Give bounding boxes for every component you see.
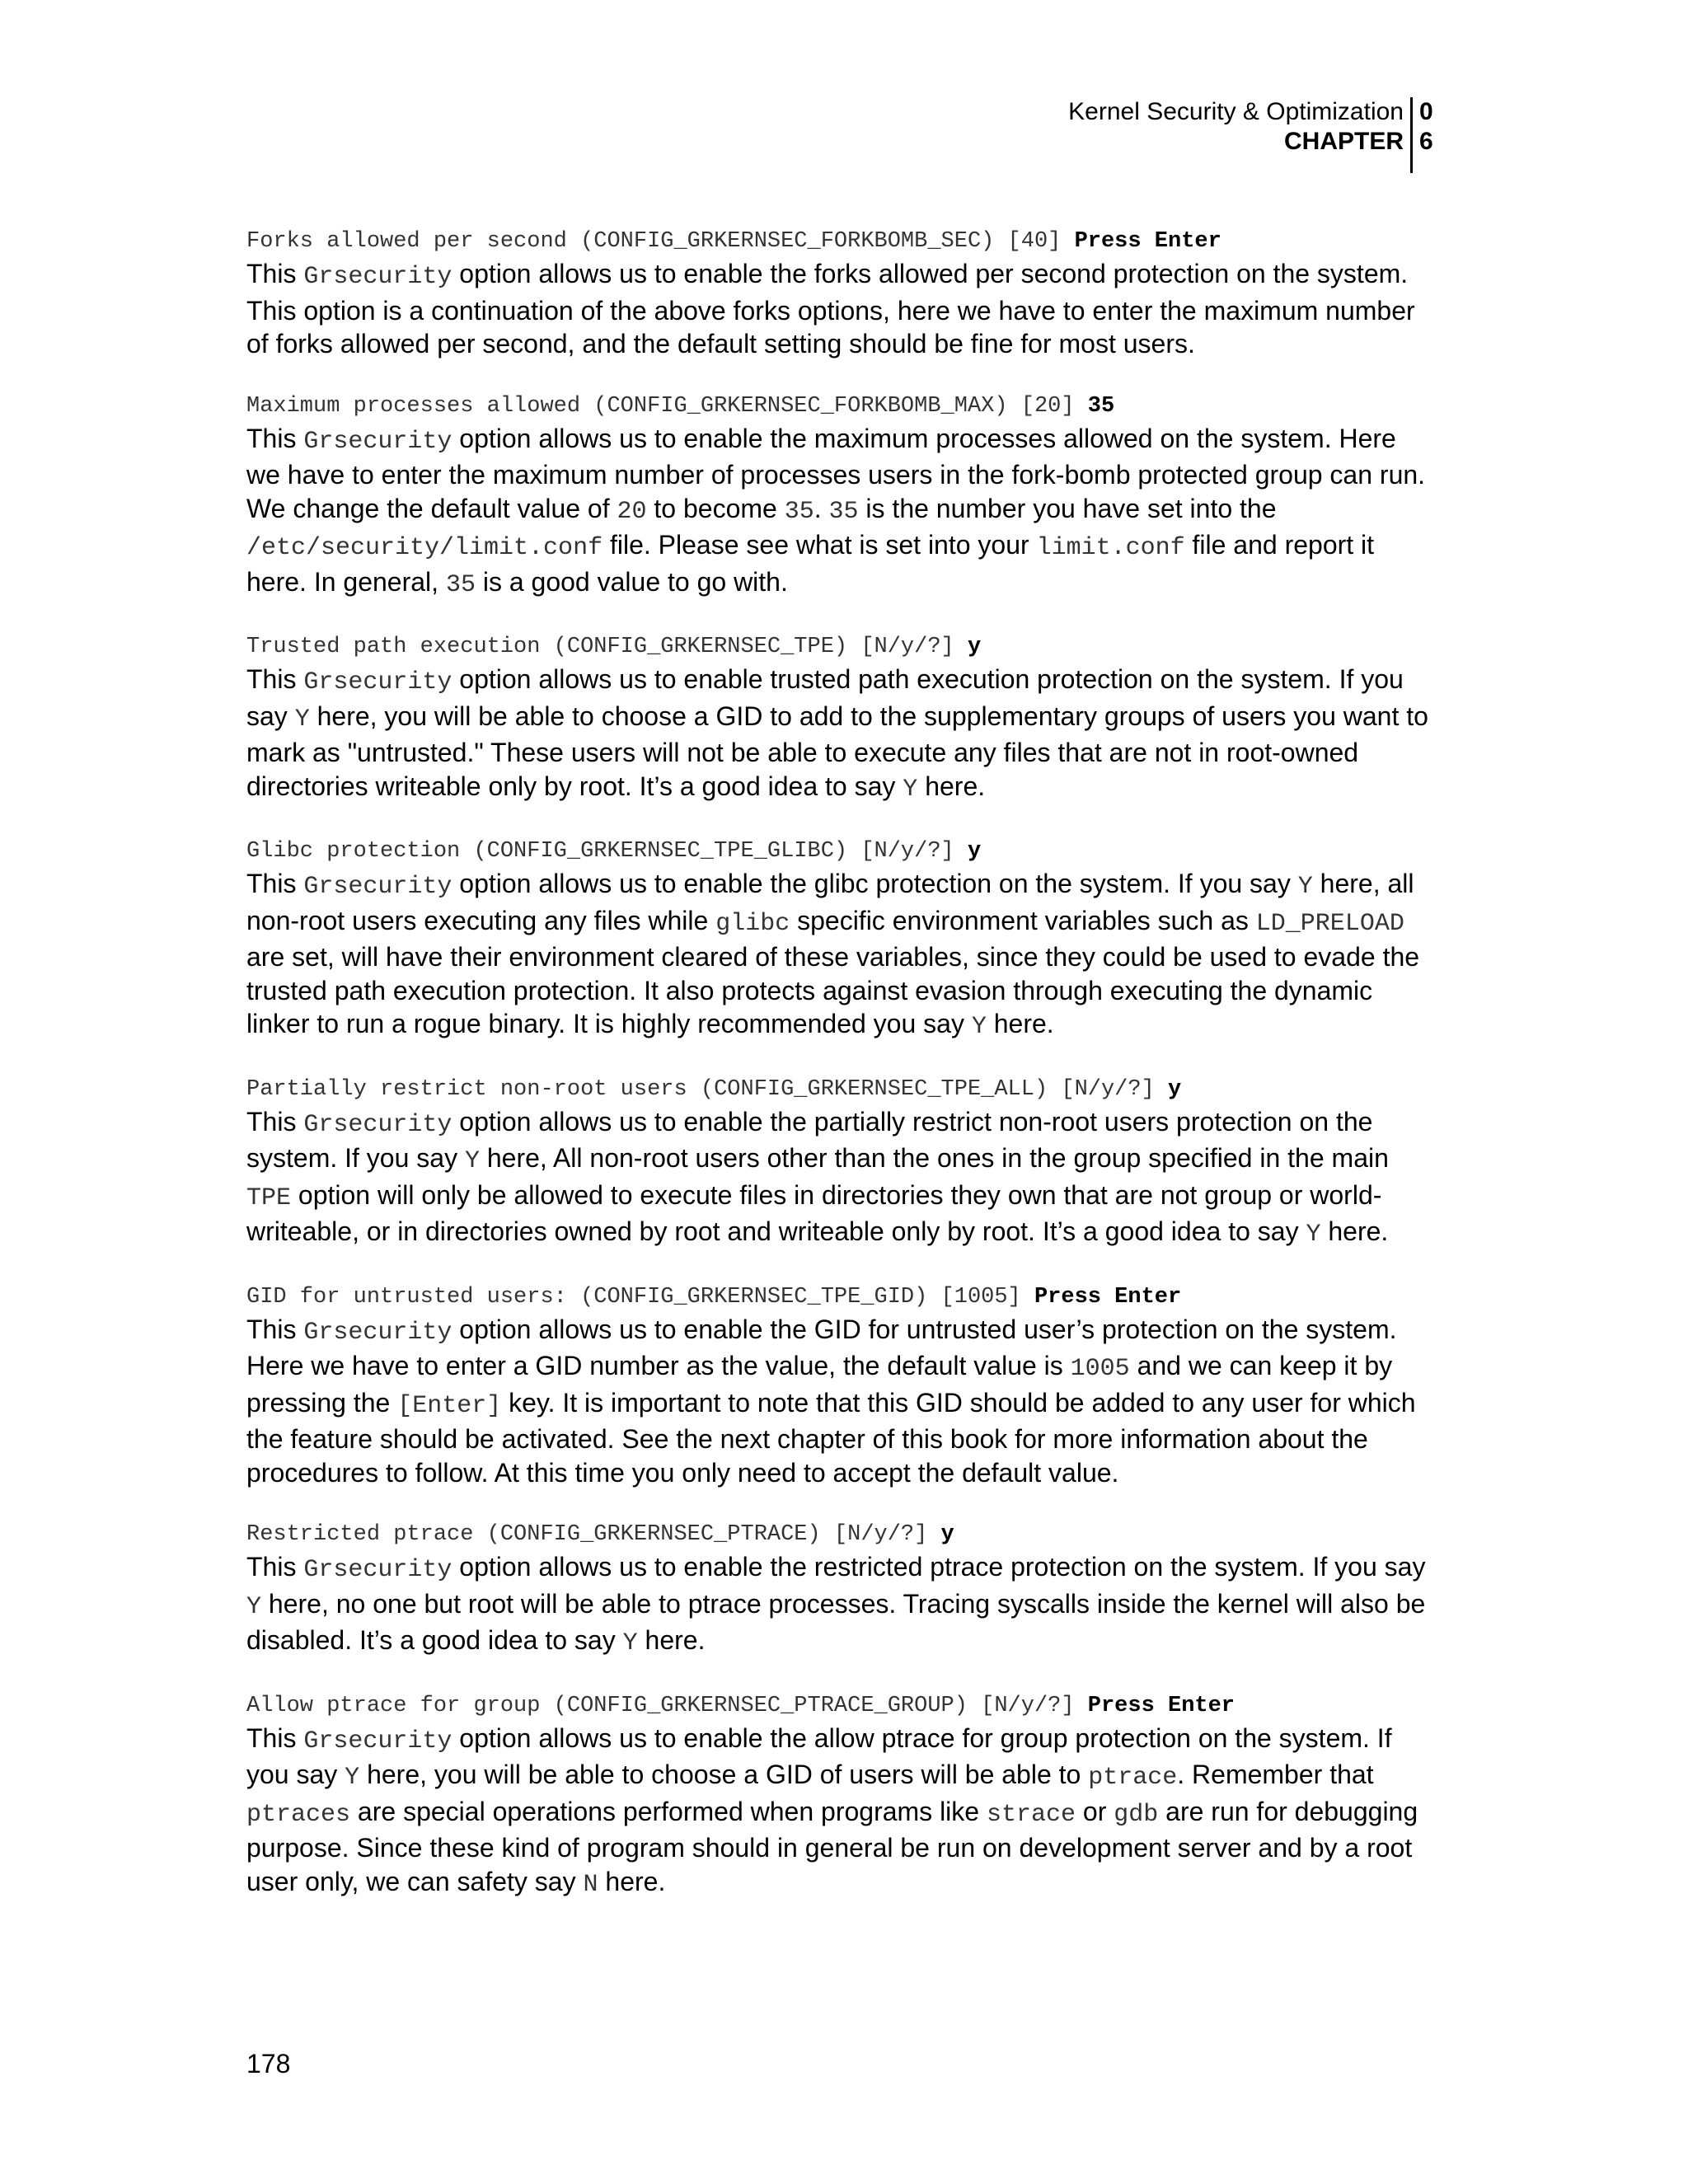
description-text: This — [246, 664, 304, 694]
description-text: here, you will be able to choose a GID of users will be able to — [359, 1760, 1089, 1789]
inline-code: Y — [622, 1629, 638, 1657]
inline-code: 35 — [784, 497, 814, 526]
inline-code: Y — [1306, 1221, 1321, 1249]
description-text: here. — [986, 1009, 1054, 1038]
description-text: . Remember that — [1177, 1760, 1374, 1789]
config-description — [246, 1550, 1433, 1661]
config-entry — [246, 1282, 1433, 1490]
inline-code: LD_PRELOAD — [1255, 909, 1404, 938]
description-text: file. Please see what is set into your — [603, 530, 1037, 560]
running-header — [827, 97, 1404, 157]
config-prompt — [246, 1519, 1433, 1550]
inline-code: Y — [971, 1013, 987, 1041]
chapter-number — [1419, 97, 1452, 157]
inline-code: strace — [986, 1800, 1076, 1829]
inline-code: Grsecurity — [303, 1727, 452, 1755]
chapter-digit-2: 6 — [1419, 128, 1433, 155]
config-answer: Press Enter — [1074, 229, 1221, 254]
description-text: is the number you have set into the — [858, 493, 1277, 523]
inline-code: 35 — [828, 497, 859, 526]
config-prompt — [246, 391, 1433, 422]
config-description — [246, 1722, 1433, 1902]
description-text: option will only be allowed to execute files in directories they own that are not group or world-writeable, or in directories owned by root and writeable only by root. It’s a good idea to say — [246, 1179, 1382, 1246]
config-description — [246, 1313, 1433, 1490]
description-text: key. It is important to note that this GID should be added to any user for which the feature should be activated. See the next chapter of this book for more information about the procedures to follow. At this time you only need to accept the default value. — [246, 1387, 1416, 1488]
config-entry — [246, 1074, 1433, 1252]
description-text: option allows us to enable the maximum processes allowed on the system. Here we have to enter the maximum number of processes users in the fork-bomb protected group can run. We change the default value of — [246, 423, 1426, 523]
inline-code: Grsecurity — [303, 427, 452, 456]
inline-code: 1005 — [1070, 1355, 1130, 1383]
config-entry — [246, 631, 1433, 806]
description-text: option allows us to enable the GID for untrusted user’s protection on the system. Here we have to enter a GID number as the value, the default value is — [246, 1314, 1397, 1380]
inline-code: Y — [1297, 873, 1313, 901]
config-description — [246, 422, 1433, 602]
config-entry — [246, 1519, 1433, 1661]
config-answer: y — [967, 839, 982, 864]
header-title: Kernel Security & Optimization — [1068, 98, 1404, 125]
description-text: option allows us to enable the glibc protection on the system. If you say — [452, 869, 1298, 898]
description-text: This — [246, 1106, 304, 1137]
config-prompt — [246, 631, 1433, 663]
config-prompt-text: Glibc protection (CONFIG_GRKERNSEC_TPE_GLIBC) [N/y/?] — [246, 839, 968, 864]
description-text: to become — [646, 493, 785, 523]
config-entry — [246, 1690, 1433, 1902]
inline-code: Grsecurity — [303, 1556, 452, 1584]
inline-code: Y — [294, 705, 310, 733]
config-answer: y — [967, 635, 982, 659]
inline-code: [Enter] — [397, 1391, 502, 1420]
inline-code: Y — [345, 1764, 360, 1792]
description-text: here. — [917, 771, 986, 801]
config-prompt-text: Forks allowed per second (CONFIG_GRKERNSEC_FORKBOMB_SEC) [40] — [246, 229, 1075, 254]
inline-code: Y — [464, 1147, 480, 1175]
header-chapter-label: CHAPTER — [1283, 128, 1404, 155]
config-prompt-text: Restricted ptrace (CONFIG_GRKERNSEC_PTRACE) [N/y/?] — [246, 1522, 941, 1547]
config-prompt — [246, 226, 1433, 257]
description-text: This — [246, 259, 304, 288]
page-number: 178 — [246, 2049, 291, 2079]
inline-code: Grsecurity — [303, 668, 452, 696]
config-prompt-text: Trusted path execution (CONFIG_GRKERNSEC_TPE) [N/y/?] — [246, 635, 968, 659]
description-text: This — [246, 869, 304, 898]
config-answer: Press Enter — [1087, 1693, 1236, 1718]
config-answer: Press Enter — [1034, 1284, 1182, 1310]
description-text: specific environment variables such as — [790, 905, 1256, 935]
header-divider — [1410, 97, 1413, 173]
config-prompt-text: Allow ptrace for group (CONFIG_GRKERNSEC_PTRACE_GROUP) [N/y/?] — [246, 1693, 1088, 1718]
config-entry — [246, 226, 1433, 361]
inline-code: ptraces — [246, 1800, 351, 1829]
description-text: This — [246, 1552, 304, 1582]
description-text: here, All non-root users other than the ones in the group specified in the main — [479, 1143, 1389, 1173]
inline-code: 20 — [617, 497, 647, 526]
config-description — [246, 867, 1433, 1044]
description-text: is a good value to go with. — [475, 566, 788, 597]
inline-code: Grsecurity — [303, 1110, 452, 1139]
inline-code: Grsecurity — [303, 263, 452, 291]
config-entry — [246, 391, 1433, 602]
inline-code: Y — [246, 1592, 262, 1621]
config-description — [246, 1105, 1433, 1252]
description-text: file and report it here. In general, — [246, 530, 1375, 597]
config-prompt — [246, 1074, 1433, 1105]
description-text: This — [246, 423, 304, 453]
config-answer: 35 — [1087, 393, 1115, 419]
config-entry — [246, 836, 1433, 1044]
config-answer: y — [940, 1522, 954, 1547]
description-text: are set, will have their environment cleared of these variables, since they could be used to evade the trusted path execution protection. It also protects against evasion through executing the dynamic linker to run a rogue binary. It is highly recommended you say — [246, 942, 1420, 1038]
config-prompt — [246, 836, 1433, 867]
description-text: option allows us to enable the forks allowed per second protection on the system. This option is a continuation of the above forks options, here we have to enter the maximum number of forks allowed per second, and the default setting should be fine for most users. — [246, 259, 1415, 359]
description-text: here. — [598, 1866, 666, 1896]
description-text: here, you will be able to choose a GID to add to the supplementary groups of users you want to mark as "untrusted." These users will not be able to execute any files that are not in root-owned directories writeable only by root. It’s a good idea to say — [246, 701, 1428, 801]
config-prompt — [246, 1690, 1433, 1722]
inline-code: limit.conf — [1036, 534, 1185, 562]
chapter-digit-1: 0 — [1419, 98, 1433, 125]
description-text: here, no one but root will be able to ptrace processes. Tracing syscalls inside the kernel will also be disabled. It’s a good idea to say — [246, 1588, 1426, 1655]
inline-code: ptrace — [1088, 1764, 1178, 1792]
inline-code: /etc/security/limit.conf — [246, 534, 603, 562]
inline-code: TPE — [246, 1183, 292, 1212]
description-text: option allows us to enable trusted path execution protection on the system. If you say — [246, 664, 1404, 731]
description-text: are special operations performed when programs like — [350, 1796, 987, 1826]
description-text: option allows us to enable the restricted ptrace protection on the system. If you say — [452, 1552, 1426, 1582]
inline-code: glibc — [715, 909, 790, 938]
config-prompt-text: GID for untrusted users: (CONFIG_GRKERNSEC_TPE_GID) [1005] — [246, 1284, 1034, 1310]
description-text: here. — [1320, 1216, 1389, 1246]
description-text: This — [246, 1722, 304, 1753]
main-content — [246, 226, 1433, 1931]
inline-code: Grsecurity — [303, 873, 452, 901]
inline-code: gdb — [1114, 1800, 1159, 1829]
config-prompt-text: Maximum processes allowed (CONFIG_GRKERNSEC_FORKBOMB_MAX) [20] — [246, 393, 1088, 419]
description-text: here. — [637, 1625, 706, 1655]
inline-code: N — [583, 1870, 598, 1899]
inline-code: 35 — [445, 570, 476, 599]
description-text: and we can keep it by pressing the — [246, 1351, 1393, 1418]
description-text: option allows us to enable the allow ptrace for group protection on the system. If you say — [246, 1722, 1392, 1789]
config-prompt-text: Partially restrict non-root users (CONFIG_GRKERNSEC_TPE_ALL) [N/y/?] — [246, 1076, 1168, 1102]
description-text: are run for debugging purpose. Since these kind of program should in general be run on development server and by a root user only, we can safety say — [246, 1796, 1418, 1896]
inline-code: Grsecurity — [303, 1318, 452, 1347]
description-text: This — [246, 1314, 304, 1344]
description-text: . — [814, 493, 829, 523]
description-text: or — [1076, 1796, 1114, 1826]
description-text: option allows us to enable the partially restrict non-root users protection on the system. If you say — [246, 1106, 1373, 1173]
inline-code: Y — [903, 775, 918, 804]
description-text: here, all non-root users executing any files while — [246, 869, 1414, 935]
config-description — [246, 663, 1433, 806]
config-prompt — [246, 1282, 1433, 1313]
config-description — [246, 257, 1433, 361]
config-answer: y — [1167, 1076, 1182, 1102]
